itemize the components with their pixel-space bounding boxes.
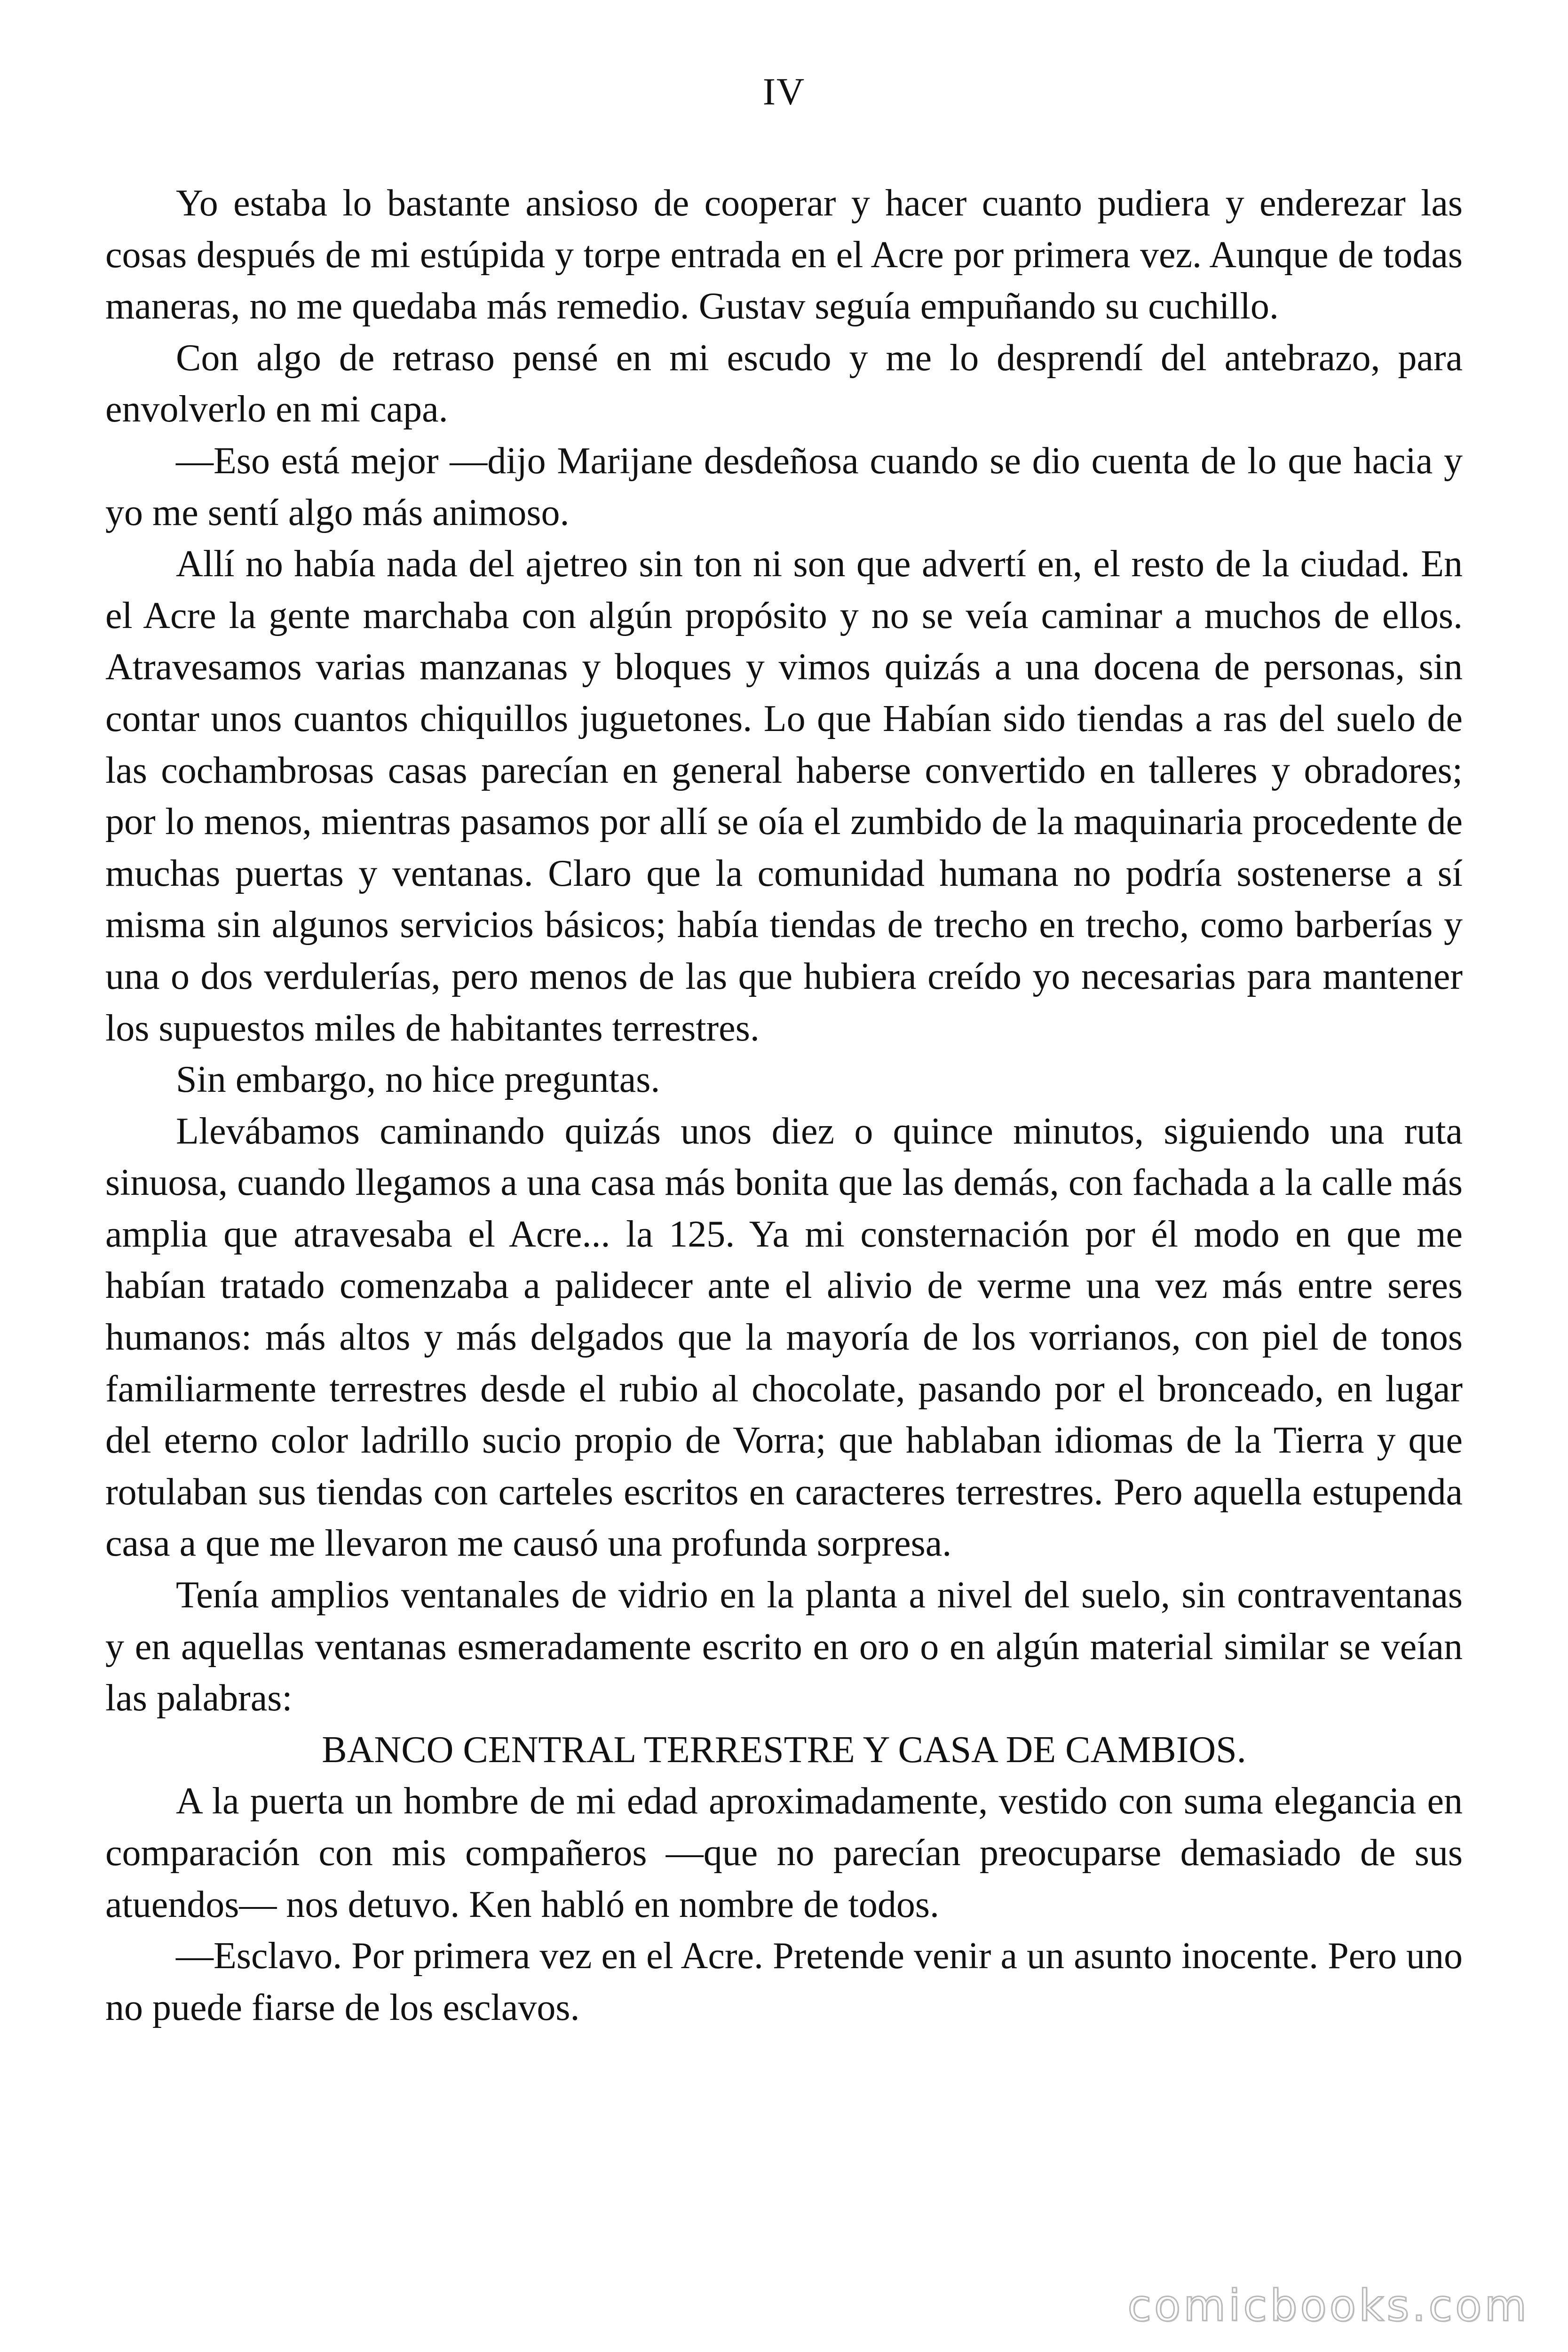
page-body (105, 178, 1463, 2034)
paragraph: —Esclavo. Por primera vez en el Acre. Pretende venir a un asunto inocente. Pero uno no puede fiarse de los esclavos. (105, 1935, 1463, 2028)
paragraph: A la puerta un hombre de mi edad aproximadamente, vestido con suma elegancia en comparación con mis compañeros —que no parecían preocuparse demasiado de sus atuendos— nos detuvo. Ken habló en nombre de todos. (105, 1780, 1463, 1925)
chapter-heading: IV (762, 70, 806, 113)
paragraph: Con algo de retraso pensé en mi escudo y me lo desprendí del antebrazo, para envolverlo en mi capa. (105, 337, 1463, 430)
paragraph: Allí no había nada del ajetreo sin ton ni son que advertí en, el resto de la ciudad. En el Acre la gente marchaba con algún propósito y no se veía caminar a muchos de ellos. Atravesamos varias manzanas y bloques y vimos quizás a una docena de personas, sin contar unos cuantos chiquillos juguetones. Lo que Habían sido tiendas a ras del suelo de las cochambrosas casas parecían en general haberse convertido en talleres y obradores; por lo menos, mientras pasamos por allí se oía el zumbido de la maquinaria procedente de muchas puertas y ventanas. Claro que la comunidad humana no podría sostenerse a sí misma sin algunos servicios básicos; había tiendas de trecho en trecho, como barberías y una o dos verdulerías, pero menos de las que hubiera creído yo necesarias para mantener los supuestos miles de habitantes terrestres. (105, 543, 1463, 1049)
paragraph: Sin embargo, no hice preguntas. (176, 1059, 660, 1101)
watermark-logo: comicbooks.com (1127, 2280, 1529, 2331)
paragraph: Tenía amplios ventanales de vidrio en la planta a nivel del suelo, sin contraventanas y en aquellas ventanas esmeradamente escrito en oro o en algún material similar se veían las palabras: (105, 1574, 1463, 1719)
paragraph: —Eso está mejor —dijo Marijane desdeñosa cuando se dio cuenta de lo que hacia y yo me sentí algo más animoso. (105, 440, 1463, 533)
paragraph: Yo estaba lo bastante ansioso de cooperar y hacer cuanto pudiera y enderezar las cosas después de mi estúpida y torpe entrada en el Acre por primera vez. Aunque de todas maneras, no me quedaba más remedio. Gustav seguía empuñando su cuchillo. (105, 183, 1463, 327)
bank-sign-text: BANCO CENTRAL TERRESTRE Y CASA DE CAMBIOS. (322, 1729, 1246, 1771)
paragraph: Llevábamos caminando quizás unos diez o quince minutos, siguiendo una ruta sinuosa, cuando llegamos a una casa más bonita que las demás, con fachada a la calle más amplia que atravesaba el Acre... la 125. Ya mi consternación por él modo en que me habían tratado comenzaba a palidecer ante el alivio de verme una vez más entre seres humanos: más altos y más delgados que la mayoría de los vorrianos, con piel de tonos familiarmente terrestres desde el rubio al chocolate, pasando por el bronceado, en lugar del eterno color ladrillo sucio propio de Vorra; que hablaban idiomas de la Tierra y que rotulaban sus tiendas con carteles escritos en caracteres terrestres. Pero aquella estupenda casa a que me llevaron me causó una profunda sorpresa. (105, 1110, 1463, 1565)
